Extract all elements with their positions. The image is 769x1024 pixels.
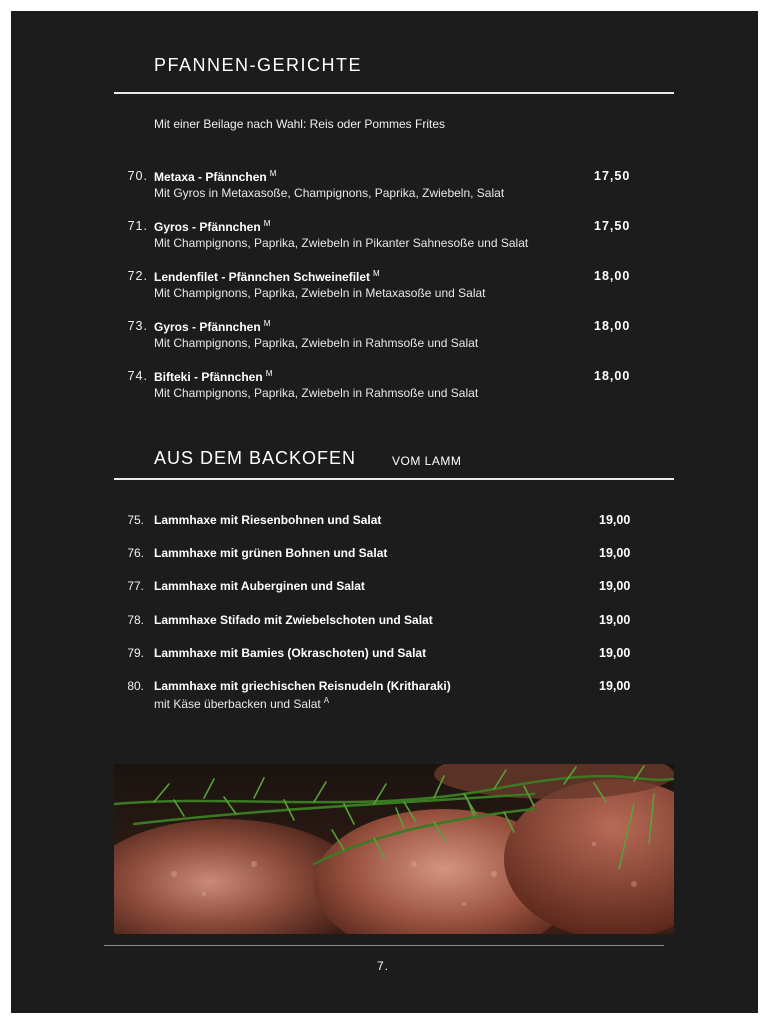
allergen-mark: M	[263, 319, 271, 328]
item-description: mit Käse überbacken und Salat $^A$	[154, 696, 330, 711]
item-name: Lammhaxe mit Auberginen und Salat	[154, 579, 365, 593]
item-price: 17,50	[594, 219, 631, 233]
item-name: Lammhaxe mit Riesenbohnen und Salat	[154, 513, 382, 527]
section-divider	[114, 478, 674, 480]
item-number: 77.	[127, 579, 144, 593]
item-name: Bifteki - Pfännchen $^M$	[154, 369, 273, 384]
allergen-mark: M	[263, 219, 271, 228]
item-name: Lammhaxe mit griechischen Reisnudeln (Kritharaki)	[154, 679, 451, 693]
item-description: Mit Champignons, Paprika, Zwiebeln in Rahmsoße und Salat	[154, 386, 479, 400]
item-name: Lammhaxe mit grünen Bohnen und Salat	[154, 546, 388, 560]
page-number: 7.	[377, 959, 390, 973]
allergen-mark: M	[265, 369, 273, 378]
menu-page	[11, 11, 758, 1013]
item-number: 71.	[127, 219, 148, 233]
item-price: 18,00	[594, 369, 631, 383]
item-name: Metaxa - Pfännchen $^M$	[154, 169, 277, 184]
allergen-mark: M	[269, 169, 277, 178]
item-description: Mit Champignons, Paprika, Zwiebeln in Metaxasoße und Salat	[154, 286, 486, 300]
item-price: 19,00	[599, 546, 631, 560]
item-number: 76.	[127, 546, 144, 560]
item-price: 19,00	[599, 679, 631, 693]
item-price: 18,00	[594, 319, 631, 333]
section-intro: Mit einer Beilage nach Wahl: Reis oder Pommes Frites	[154, 117, 445, 131]
item-price: 19,00	[599, 646, 631, 660]
section-title-pfannen: PFANNEN-GERICHTE	[154, 55, 363, 75]
item-description: Mit Gyros in Metaxasoße, Champignons, Paprika, Zwiebeln, Salat	[154, 186, 505, 200]
item-number: 78.	[127, 613, 144, 627]
section-divider	[114, 92, 674, 94]
item-number: 74.	[127, 369, 148, 383]
footer-divider	[104, 945, 664, 946]
item-price: 19,00	[599, 613, 631, 627]
item-name: Lammhaxe Stifado mit Zwiebelschoten und Salat	[154, 613, 433, 627]
item-number: 72.	[127, 269, 148, 283]
item-price: 19,00	[599, 513, 631, 527]
item-number: 75.	[127, 513, 144, 527]
item-price: 19,00	[599, 579, 631, 593]
item-name: Lendenfilet - Pfännchen Schweinefilet $^M$	[154, 269, 380, 284]
section-subtitle: VOM LAMM	[392, 454, 462, 468]
item-number: 70.	[127, 169, 148, 183]
item-description: Mit Champignons, Paprika, Zwiebeln in Rahmsoße und Salat	[154, 336, 479, 350]
item-price: 18,00	[594, 269, 631, 283]
item-description: Mit Champignons, Paprika, Zwiebeln in Pikanter Sahnesoße und Salat	[154, 236, 529, 250]
item-name: Gyros - Pfännchen $^M$	[154, 219, 271, 234]
meat-rosemary-photo	[114, 764, 674, 934]
allergen-mark: A	[323, 696, 330, 705]
section-title-backofen: AUS DEM BACKOFEN	[154, 448, 357, 468]
allergen-mark: M	[373, 269, 380, 278]
item-number: 80.	[127, 679, 144, 693]
item-number: 79.	[127, 646, 144, 660]
item-number: 73.	[127, 319, 148, 333]
item-price: 17,50	[594, 169, 631, 183]
item-name: Lammhaxe mit Bamies (Okraschoten) und Salat	[154, 646, 427, 660]
item-name: Gyros - Pfännchen $^M$	[154, 319, 271, 334]
